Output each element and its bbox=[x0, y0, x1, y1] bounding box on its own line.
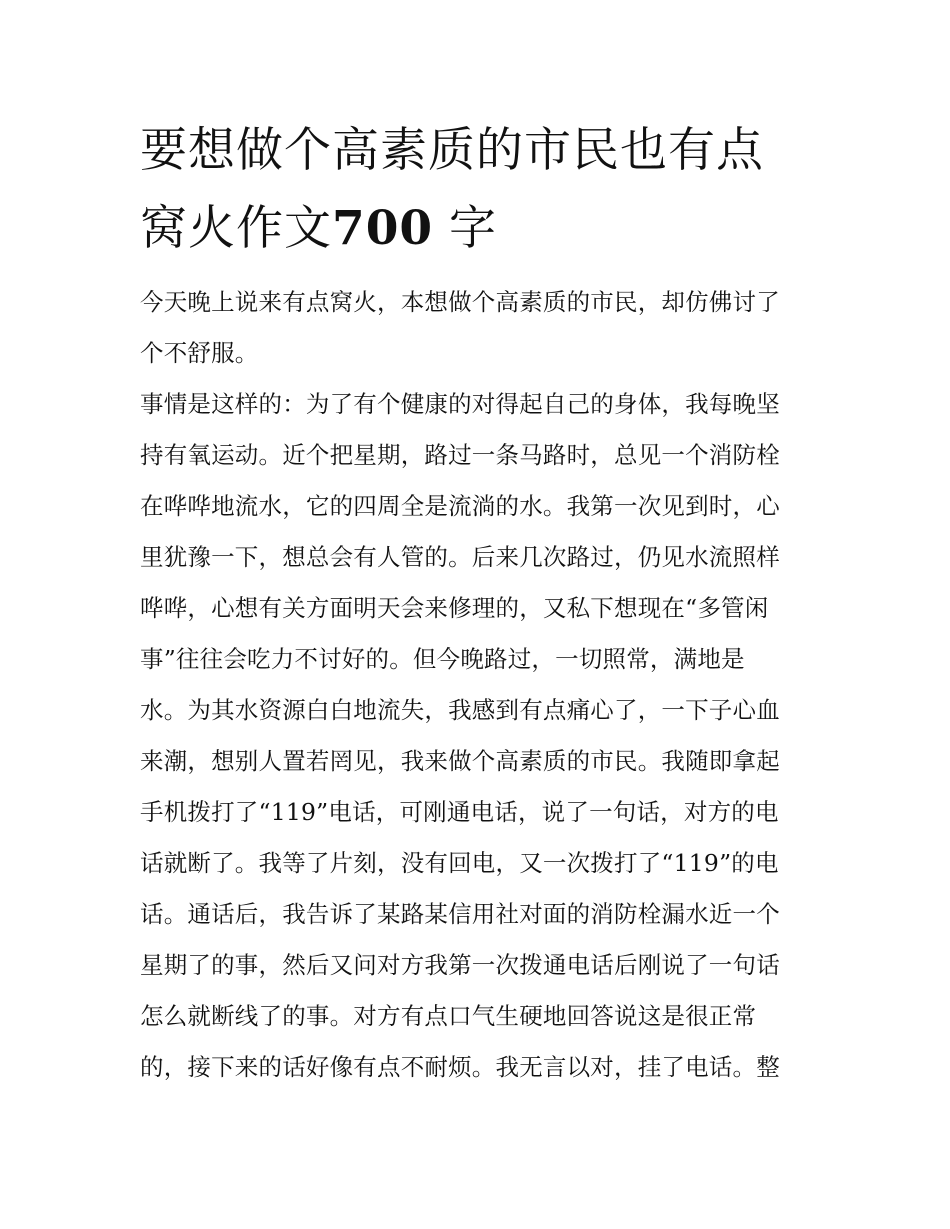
document-title bbox=[140, 112, 820, 268]
body-line: 星期了的事，然后又问对方我第一次拨通电话后刚说了一句话 bbox=[140, 951, 780, 979]
title-line-2-suffix: 字 bbox=[433, 201, 498, 256]
body-line: 手机拨打了“119”电话，可刚通电话，说了一句话，对方的电 bbox=[140, 798, 779, 826]
title-line-2-number: 700 bbox=[332, 201, 434, 256]
body-line: 的，接下来的话好像有点不耐烦。我无言以对，挂了电话。整 bbox=[140, 1053, 780, 1081]
body-line: 持有氧运动。近个把星期，路过一条马路时，总见一个消防栓 bbox=[140, 441, 780, 469]
body-line: 怎么就断线了的事。对方有点口气生硬地回答说这是很正常 bbox=[140, 1002, 757, 1030]
body-line: 在哗哗地流水，它的四周全是流淌的水。我第一次见到时，心 bbox=[140, 492, 780, 520]
body-line: 话。通话后，我告诉了某路某信用社对面的消防栓漏水近一个 bbox=[140, 900, 780, 928]
body-line: 来潮，想别人置若罔见，我来做个高素质的市民。我随即拿起 bbox=[140, 747, 780, 775]
document-body bbox=[140, 277, 815, 1093]
body-line: 话就断了。我等了片刻，没有回电，又一次拨打了“119”的电 bbox=[140, 849, 779, 877]
body-line: 里犹豫一下，想总会有人管的。后来几次路过，仍见水流照样 bbox=[140, 543, 780, 571]
title-line-2-text: 窝火作文 bbox=[140, 201, 332, 256]
body-line: 个不舒服。 bbox=[140, 339, 259, 367]
body-line: 事情是这样的：为了有个健康的对得起自己的身体，我每晚坚 bbox=[140, 390, 780, 418]
title-line-1: 要想做个高素质的市民也有点 bbox=[140, 123, 764, 178]
body-line: 水。为其水资源白白地流失，我感到有点痛心了，一下子心血 bbox=[140, 696, 780, 724]
body-line: 哗哗，心想有关方面明天会来修理的，又私下想现在“多管闲 bbox=[140, 594, 769, 622]
body-line: 事”往往会吃力不讨好的。但今晚路过，一切照常，满地是 bbox=[140, 645, 745, 673]
body-line: 今天晚上说来有点窝火，本想做个高素质的市民，却仿佛讨了 bbox=[140, 288, 780, 316]
